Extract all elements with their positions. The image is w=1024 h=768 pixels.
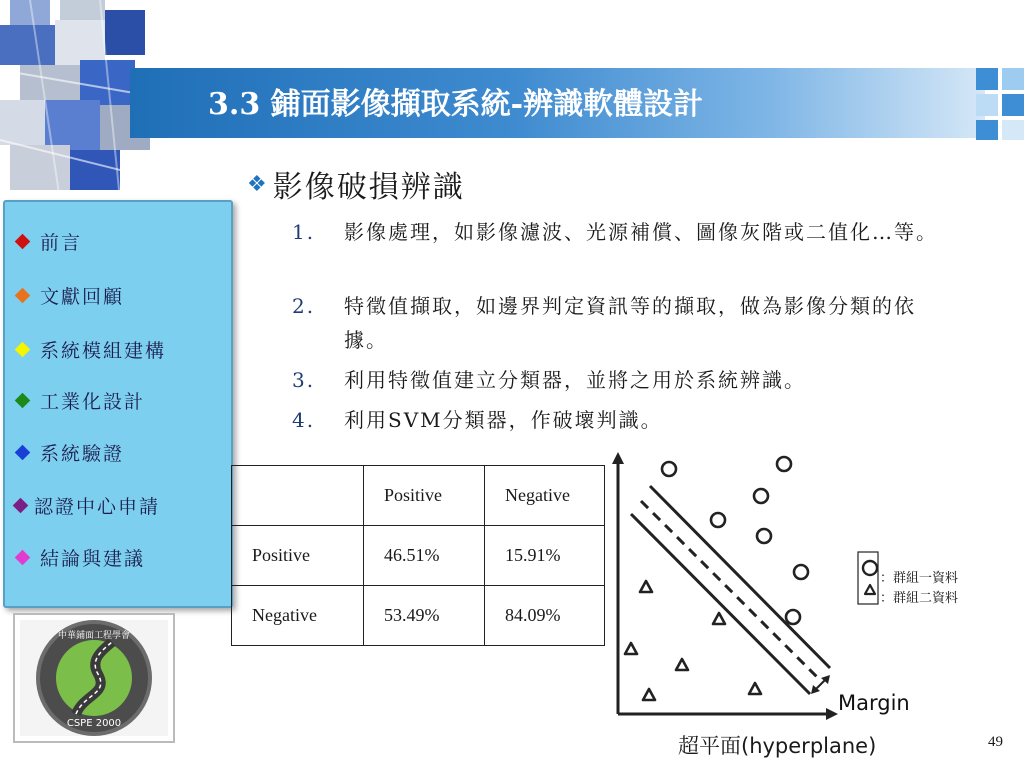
list-item-text: 利用特徵值建立分類器，並將之用於系統辨識。 <box>344 368 806 392</box>
table-row <box>232 526 605 586</box>
legend-triangle-icon <box>865 585 875 594</box>
hyperplane-caption: 超平面(hyperplane) <box>678 734 877 758</box>
circle-point <box>754 489 768 503</box>
triangle-point <box>713 613 725 624</box>
hyperplane-line <box>641 501 820 680</box>
list-item-text: 利用SVM分類器，作破壞判識。 <box>344 408 663 432</box>
table-row <box>232 586 605 646</box>
legend-box <box>858 552 878 604</box>
table-header-cell: Positive <box>364 466 485 526</box>
triangle-point <box>640 581 652 592</box>
sidebar-item-conclusion[interactable] <box>13 542 145 572</box>
svm-hyperplane-diagram <box>598 448 959 728</box>
circle-point <box>794 565 808 579</box>
diagram-legend <box>858 552 958 606</box>
purple-diamond-icon <box>13 497 29 513</box>
sidebar-nav <box>3 200 233 608</box>
triangle-point <box>676 659 688 670</box>
logo-text-bottom: CSPE 2000 <box>66 718 122 729</box>
table-cell: Negative <box>232 586 364 646</box>
margin-boundary-lower <box>631 514 810 694</box>
sidebar-item-label: 結論與建議 <box>40 547 146 570</box>
sidebar-item-literature-review[interactable] <box>13 280 124 310</box>
page-number: 49 <box>988 734 1003 750</box>
x-axis-arrow-icon <box>826 708 838 720</box>
table-header-cell <box>232 466 364 526</box>
sidebar-item-system-verification[interactable] <box>13 437 124 467</box>
orange-diamond-icon <box>15 287 31 303</box>
circle-point <box>757 529 771 543</box>
group-one-points <box>662 457 808 624</box>
grid-squares-decoration <box>976 68 1024 140</box>
list-item-number: 2. <box>292 294 316 318</box>
sidebar-item-label: 前言 <box>40 231 83 254</box>
list-item-number: 4. <box>292 408 316 432</box>
triangle-point <box>625 643 637 654</box>
circle-point <box>786 610 800 624</box>
table-cell: 84.09% <box>485 586 605 646</box>
sidebar-item-certification[interactable] <box>13 490 160 520</box>
list-item-text: 影像處理，如影像濾波、光源補償、圖像灰階或二值化…等。 <box>344 220 938 244</box>
legend-circle-icon <box>863 561 877 575</box>
circle-point <box>777 457 791 471</box>
sidebar-item-industrial-design[interactable] <box>13 385 145 415</box>
section-heading-text: 影像破損辨識 <box>272 170 465 205</box>
list-item-text: 特徵值擷取，如邊界判定資訊等的擷取，做為影像分類的依據。 <box>344 294 916 352</box>
table-cell: 46.51% <box>364 526 485 586</box>
section-heading <box>247 162 465 206</box>
list-item-number: 1. <box>292 220 316 244</box>
legend-label-group-one: ：群組一資料 <box>880 571 959 586</box>
sidebar-item-label: 工業化設計 <box>40 390 146 413</box>
legend-label-group-two: ：群組二資料 <box>880 591 959 606</box>
confusion-matrix-table <box>231 465 605 646</box>
cspe-logo <box>14 614 174 742</box>
sidebar-item-system-module[interactable] <box>13 334 166 364</box>
slide-title: 3.3 鋪面影像擷取系統-辨識軟體設計 <box>208 87 704 122</box>
sidebar-item-label: 文獻回顧 <box>40 285 125 308</box>
circle-point <box>662 462 676 476</box>
table-cell: 15.91% <box>485 526 605 586</box>
four-diamond-bullet-icon: ❖ <box>247 171 269 197</box>
magenta-diamond-icon <box>15 549 31 565</box>
margin-boundary-upper <box>650 486 830 668</box>
sidebar-item-label: 系統模組建構 <box>40 339 167 362</box>
table-cell: 53.49% <box>364 586 485 646</box>
y-axis-arrow-icon <box>612 452 624 464</box>
triangle-point <box>749 683 761 694</box>
circle-point <box>711 513 725 527</box>
triangle-point <box>643 689 655 700</box>
table-cell: Positive <box>232 526 364 586</box>
table-header-row <box>232 466 605 526</box>
table-header-cell: Negative <box>485 466 605 526</box>
margin-label: Margin <box>838 691 910 715</box>
blue-diamond-icon <box>15 444 31 460</box>
green-diamond-icon <box>15 392 31 408</box>
red-diamond-icon <box>15 233 31 249</box>
sidebar-item-intro[interactable] <box>13 226 82 256</box>
logo-text-top: 中華鋪面工程學會 <box>57 631 131 641</box>
sidebar-item-label: 認證中心申請 <box>34 495 161 518</box>
yellow-diamond-icon <box>15 341 31 357</box>
sidebar-item-label: 系統驗證 <box>40 442 125 465</box>
list-item-number: 3. <box>292 368 316 392</box>
